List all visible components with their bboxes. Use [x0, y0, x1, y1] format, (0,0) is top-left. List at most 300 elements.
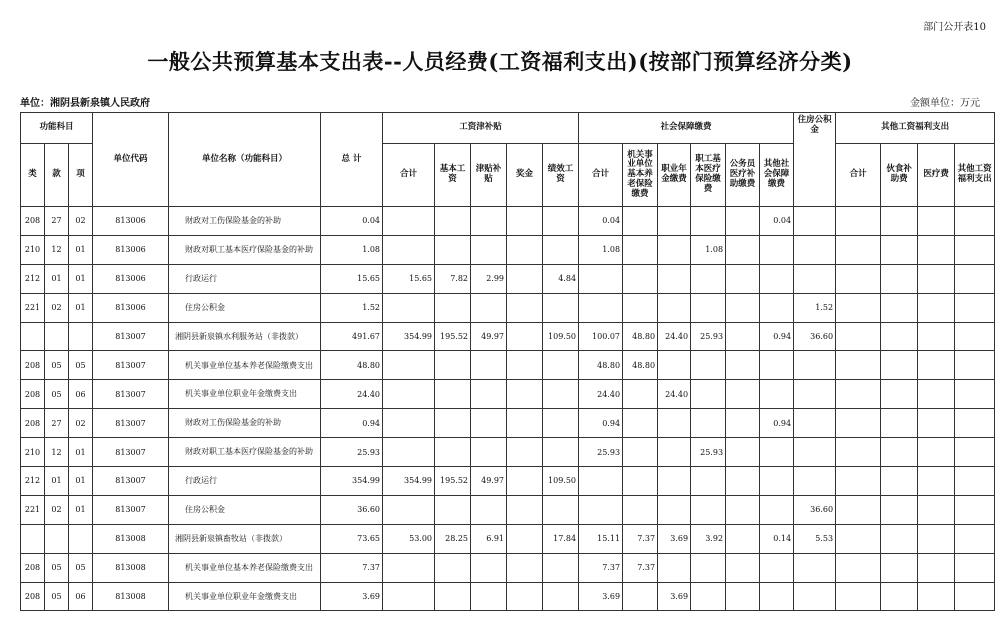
cell-salary-bonus: [507, 438, 543, 467]
cell-salary-base: [435, 207, 471, 236]
cell-unit-code: 813007: [93, 380, 169, 409]
cell-salary-total: [383, 409, 435, 438]
cell-xiang: 02: [69, 207, 93, 236]
cell-other-medical: [918, 293, 955, 322]
cell-social-other: [760, 235, 794, 264]
cell-other-medical: [918, 351, 955, 380]
cell-salary-performance: [543, 582, 579, 611]
cell-social-annuity: [658, 467, 691, 496]
table-row: [21, 235, 995, 264]
cell-xiang: 01: [69, 235, 93, 264]
cell-salary-allowance: 49.97: [471, 322, 507, 351]
cell-other-total: [836, 235, 881, 264]
cell-other-welfare: [955, 467, 995, 496]
cell-social-pension: 7.37: [623, 553, 658, 582]
cell-social-medical: [691, 409, 726, 438]
cell-social-pension: [623, 438, 658, 467]
cell-social-annuity: 3.69: [658, 582, 691, 611]
cell-social-other: [760, 351, 794, 380]
cell-salary-base: [435, 293, 471, 322]
cell-housing: [794, 380, 836, 409]
cell-social-other: 0.14: [760, 524, 794, 553]
budget-table: [20, 112, 995, 611]
cell-social-total: 3.69: [579, 582, 623, 611]
money-unit-label: 金额单位：万元: [910, 98, 980, 109]
cell-other-medical: [918, 582, 955, 611]
cell-housing: 5.53: [794, 524, 836, 553]
cell-lei: 210: [21, 235, 45, 264]
cell-social-pension: [623, 207, 658, 236]
cell-xiang: 06: [69, 582, 93, 611]
cell-kuan: 27: [45, 207, 69, 236]
cell-social-pension: [623, 467, 658, 496]
cell-salary-allowance: [471, 351, 507, 380]
cell-unit-code: 813006: [93, 264, 169, 293]
cell-salary-bonus: [507, 467, 543, 496]
cell-unit-name: [169, 235, 321, 264]
cell-total: 354.99: [321, 467, 383, 496]
cell-housing: 36.60: [794, 495, 836, 524]
header-lei: 类: [21, 144, 45, 207]
unit-name-text: 机关事业单位基本养老保险缴费支出: [185, 562, 314, 572]
cell-other-meal: [881, 582, 918, 611]
cell-salary-base: [435, 582, 471, 611]
cell-other-welfare: [955, 553, 995, 582]
cell-housing: 36.60: [794, 322, 836, 351]
cell-social-civil: [726, 293, 760, 322]
cell-salary-performance: 109.50: [543, 467, 579, 496]
cell-salary-allowance: 49.97: [471, 467, 507, 496]
cell-social-pension: [623, 264, 658, 293]
cell-other-total: [836, 495, 881, 524]
cell-social-other: 0.94: [760, 322, 794, 351]
cell-social-medical: [691, 582, 726, 611]
cell-xiang: 02: [69, 409, 93, 438]
cell-social-pension: [623, 380, 658, 409]
cell-total: 25.93: [321, 438, 383, 467]
cell-total: 0.04: [321, 207, 383, 236]
cell-social-total: [579, 293, 623, 322]
cell-salary-base: [435, 438, 471, 467]
header-other-medical: 医疗费: [918, 144, 955, 207]
cell-total: 0.94: [321, 409, 383, 438]
cell-social-total: 48.80: [579, 351, 623, 380]
table-row: [21, 380, 995, 409]
cell-other-welfare: [955, 264, 995, 293]
cell-lei: 208: [21, 409, 45, 438]
cell-salary-total: [383, 351, 435, 380]
header-social-medical: 职工基本医疗保险缴费: [691, 144, 726, 207]
header-salary-performance: 绩效工资: [543, 144, 579, 207]
cell-salary-total: [383, 380, 435, 409]
cell-social-annuity: [658, 351, 691, 380]
header-salary-allowance: 津贴补贴: [471, 144, 507, 207]
cell-housing: [794, 467, 836, 496]
cell-housing: [794, 351, 836, 380]
cell-unit-code: 813007: [93, 409, 169, 438]
cell-salary-allowance: [471, 409, 507, 438]
header-other-meal: 伙食补助费: [881, 144, 918, 207]
cell-other-welfare: [955, 322, 995, 351]
cell-unit-name: [169, 207, 321, 236]
cell-lei: 212: [21, 264, 45, 293]
cell-salary-bonus: [507, 409, 543, 438]
cell-salary-allowance: [471, 380, 507, 409]
cell-social-civil: [726, 322, 760, 351]
cell-other-welfare: [955, 438, 995, 467]
cell-other-total: [836, 322, 881, 351]
cell-housing: [794, 235, 836, 264]
cell-social-medical: 25.93: [691, 438, 726, 467]
cell-housing: [794, 553, 836, 582]
cell-social-civil: [726, 409, 760, 438]
cell-total: 24.40: [321, 380, 383, 409]
cell-other-welfare: [955, 524, 995, 553]
cell-social-medical: [691, 207, 726, 236]
cell-social-civil: [726, 467, 760, 496]
cell-total: 7.37: [321, 553, 383, 582]
cell-other-welfare: [955, 380, 995, 409]
cell-salary-performance: [543, 207, 579, 236]
cell-social-other: [760, 264, 794, 293]
table-row: [21, 207, 995, 236]
cell-salary-base: [435, 235, 471, 264]
cell-xiang: [69, 524, 93, 553]
unit-name-text: 财政对职工基本医疗保险基金的补助: [185, 447, 314, 457]
header-housing: 住房公积金: [794, 113, 836, 207]
cell-social-other: [760, 553, 794, 582]
header-total: 总 计: [321, 113, 383, 207]
cell-salary-bonus: [507, 524, 543, 553]
cell-other-meal: [881, 235, 918, 264]
cell-other-medical: [918, 264, 955, 293]
cell-lei: 208: [21, 380, 45, 409]
cell-other-medical: [918, 524, 955, 553]
cell-salary-bonus: [507, 235, 543, 264]
cell-social-pension: 7.37: [623, 524, 658, 553]
cell-total: 3.69: [321, 582, 383, 611]
cell-other-medical: [918, 235, 955, 264]
cell-social-total: 100.07: [579, 322, 623, 351]
cell-kuan: 01: [45, 264, 69, 293]
table-row: [21, 524, 995, 553]
cell-salary-allowance: [471, 235, 507, 264]
header-social-pension: 机关事业单位基本养老保险缴费: [623, 144, 658, 207]
cell-unit-code: 813007: [93, 322, 169, 351]
cell-lei: 210: [21, 438, 45, 467]
cell-salary-allowance: [471, 438, 507, 467]
cell-unit-name: [169, 351, 321, 380]
header-other-group: 其他工资福利支出: [836, 113, 995, 144]
cell-salary-total: 53.00: [383, 524, 435, 553]
cell-other-meal: [881, 264, 918, 293]
cell-other-meal: [881, 293, 918, 322]
cell-salary-total: [383, 438, 435, 467]
cell-social-civil: [726, 235, 760, 264]
cell-social-pension: [623, 582, 658, 611]
cell-social-medical: [691, 264, 726, 293]
table-row: [21, 495, 995, 524]
cell-other-meal: [881, 467, 918, 496]
cell-salary-base: [435, 351, 471, 380]
cell-salary-total: 354.99: [383, 322, 435, 351]
cell-salary-base: [435, 495, 471, 524]
cell-social-other: [760, 582, 794, 611]
unit-label: 单位：湘阴县新泉镇人民政府: [20, 98, 150, 109]
cell-other-welfare: [955, 207, 995, 236]
cell-other-meal: [881, 553, 918, 582]
cell-kuan: 12: [45, 235, 69, 264]
cell-salary-performance: [543, 495, 579, 524]
cell-xiang: 01: [69, 264, 93, 293]
cell-salary-base: [435, 380, 471, 409]
unit-name-text: 机关事业单位职业年金缴费支出: [185, 591, 298, 601]
table-row: [21, 293, 995, 322]
header-func-group: 功能科目: [21, 113, 93, 144]
cell-social-pension: [623, 495, 658, 524]
table-row: [21, 438, 995, 467]
table-number-label: 部门公开表10: [923, 22, 986, 33]
cell-other-total: [836, 293, 881, 322]
cell-salary-total: [383, 582, 435, 611]
cell-other-total: [836, 351, 881, 380]
cell-salary-performance: 4.84: [543, 264, 579, 293]
cell-other-total: [836, 524, 881, 553]
cell-social-annuity: [658, 409, 691, 438]
cell-salary-total: [383, 495, 435, 524]
cell-unit-code: 813007: [93, 495, 169, 524]
cell-kuan: 05: [45, 380, 69, 409]
cell-other-welfare: [955, 409, 995, 438]
unit-name-text: 湘阴县新泉镇水利服务站（非拨款）: [175, 331, 304, 341]
cell-social-total: 24.40: [579, 380, 623, 409]
cell-salary-performance: [543, 380, 579, 409]
cell-social-other: 0.04: [760, 207, 794, 236]
cell-xiang: 06: [69, 380, 93, 409]
cell-lei: [21, 322, 45, 351]
cell-social-civil: [726, 264, 760, 293]
unit-name-text: 财政对职工基本医疗保险基金的补助: [185, 245, 314, 255]
cell-salary-allowance: 6.91: [471, 524, 507, 553]
cell-salary-performance: [543, 438, 579, 467]
table-row: [21, 351, 995, 380]
cell-other-welfare: [955, 293, 995, 322]
cell-social-total: [579, 495, 623, 524]
cell-social-other: [760, 438, 794, 467]
cell-total: 1.08: [321, 235, 383, 264]
cell-social-medical: 1.08: [691, 235, 726, 264]
cell-unit-code: 813008: [93, 582, 169, 611]
cell-social-total: 15.11: [579, 524, 623, 553]
cell-unit-name: [169, 380, 321, 409]
cell-salary-total: 354.99: [383, 467, 435, 496]
cell-other-meal: [881, 351, 918, 380]
cell-social-other: [760, 380, 794, 409]
cell-other-meal: [881, 495, 918, 524]
unit-name-text: 财政对工伤保险基金的补助: [185, 418, 282, 428]
cell-housing: 1.52: [794, 293, 836, 322]
cell-salary-base: 195.52: [435, 467, 471, 496]
cell-unit-code: 813006: [93, 293, 169, 322]
cell-lei: 221: [21, 293, 45, 322]
unit-name-text: 住房公积金: [185, 302, 226, 312]
cell-other-total: [836, 409, 881, 438]
cell-salary-bonus: [507, 553, 543, 582]
header-social-civil: 公务员医疗补助缴费: [726, 144, 760, 207]
cell-social-annuity: 24.40: [658, 380, 691, 409]
cell-other-total: [836, 438, 881, 467]
cell-other-medical: [918, 409, 955, 438]
cell-social-annuity: [658, 553, 691, 582]
cell-social-other: [760, 495, 794, 524]
cell-social-total: 0.94: [579, 409, 623, 438]
cell-other-meal: [881, 322, 918, 351]
cell-kuan: 02: [45, 495, 69, 524]
cell-unit-name: [169, 409, 321, 438]
cell-lei: [21, 524, 45, 553]
cell-social-pension: [623, 293, 658, 322]
cell-social-annuity: [658, 207, 691, 236]
cell-social-medical: [691, 553, 726, 582]
cell-salary-bonus: [507, 351, 543, 380]
unit-name-text: 机关事业单位基本养老保险缴费支出: [185, 360, 314, 370]
unit-name-text: 行政运行: [185, 476, 218, 486]
cell-other-welfare: [955, 235, 995, 264]
cell-salary-total: [383, 235, 435, 264]
cell-social-pension: [623, 409, 658, 438]
cell-salary-bonus: [507, 380, 543, 409]
header-salary-group: 工资津补贴: [383, 113, 579, 144]
cell-unit-code: 813006: [93, 207, 169, 236]
cell-salary-bonus: [507, 582, 543, 611]
table-row: [21, 582, 995, 611]
cell-social-total: [579, 264, 623, 293]
cell-salary-allowance: [471, 495, 507, 524]
cell-xiang: 01: [69, 438, 93, 467]
cell-salary-allowance: [471, 293, 507, 322]
page-title: 一般公共预算基本支出表--人员经费(工资福利支出)(按部门预算经济分类): [147, 49, 853, 74]
cell-total: 491.67: [321, 322, 383, 351]
table-row: [21, 553, 995, 582]
cell-unit-code: 813007: [93, 467, 169, 496]
cell-social-other: 0.94: [760, 409, 794, 438]
cell-social-civil: [726, 351, 760, 380]
table-row: [21, 409, 995, 438]
cell-social-pension: 48.80: [623, 322, 658, 351]
header-kuan: 款: [45, 144, 69, 207]
cell-lei: 208: [21, 582, 45, 611]
cell-salary-performance: [543, 553, 579, 582]
header-other-welfare: 其他工资福利支出: [955, 144, 995, 207]
cell-salary-performance: [543, 409, 579, 438]
cell-unit-name: [169, 553, 321, 582]
cell-other-meal: [881, 409, 918, 438]
cell-salary-total: [383, 207, 435, 236]
unit-name-text: 住房公积金: [185, 505, 226, 515]
cell-social-total: [579, 467, 623, 496]
table-row: [21, 322, 995, 351]
table-row: [21, 467, 995, 496]
cell-kuan: 12: [45, 438, 69, 467]
header-unit-name: 单位名称（功能科目）: [169, 113, 321, 207]
cell-social-medical: [691, 467, 726, 496]
cell-unit-name: [169, 582, 321, 611]
cell-kuan: 01: [45, 467, 69, 496]
unit-name-text: 机关事业单位职业年金缴费支出: [185, 389, 298, 399]
cell-other-medical: [918, 467, 955, 496]
cell-housing: [794, 409, 836, 438]
cell-salary-base: [435, 409, 471, 438]
cell-xiang: 05: [69, 351, 93, 380]
cell-salary-performance: [543, 293, 579, 322]
cell-lei: 208: [21, 553, 45, 582]
table-body: [21, 207, 995, 611]
cell-kuan: 05: [45, 553, 69, 582]
cell-total: 15.65: [321, 264, 383, 293]
cell-other-total: [836, 264, 881, 293]
cell-total: 73.65: [321, 524, 383, 553]
cell-xiang: 01: [69, 467, 93, 496]
cell-xiang: [69, 322, 93, 351]
cell-other-welfare: [955, 495, 995, 524]
cell-social-other: [760, 467, 794, 496]
cell-salary-allowance: [471, 582, 507, 611]
cell-salary-bonus: [507, 264, 543, 293]
cell-xiang: 05: [69, 553, 93, 582]
cell-housing: [794, 438, 836, 467]
cell-salary-total: 15.65: [383, 264, 435, 293]
cell-other-total: [836, 553, 881, 582]
cell-kuan: 05: [45, 582, 69, 611]
header-xiang: 项: [69, 144, 93, 207]
cell-other-medical: [918, 438, 955, 467]
cell-social-civil: [726, 380, 760, 409]
cell-social-total: 25.93: [579, 438, 623, 467]
cell-kuan: [45, 322, 69, 351]
cell-other-welfare: [955, 582, 995, 611]
cell-lei: 212: [21, 467, 45, 496]
cell-salary-bonus: [507, 293, 543, 322]
cell-unit-code: 813008: [93, 553, 169, 582]
cell-unit-name: [169, 495, 321, 524]
cell-other-meal: [881, 524, 918, 553]
cell-unit-name: [169, 524, 321, 553]
cell-other-total: [836, 207, 881, 236]
cell-social-civil: [726, 207, 760, 236]
unit-name-text: 行政运行: [185, 273, 218, 283]
cell-total: 36.60: [321, 495, 383, 524]
cell-salary-base: 7.82: [435, 264, 471, 293]
cell-social-medical: [691, 495, 726, 524]
cell-kuan: 05: [45, 351, 69, 380]
cell-total: 48.80: [321, 351, 383, 380]
cell-social-annuity: [658, 235, 691, 264]
cell-social-medical: [691, 293, 726, 322]
cell-unit-code: 813007: [93, 438, 169, 467]
cell-salary-allowance: 2.99: [471, 264, 507, 293]
cell-social-annuity: [658, 438, 691, 467]
unit-name-text: 湘阴县新泉镇畜牧站（非拨款）: [175, 533, 288, 543]
cell-other-total: [836, 582, 881, 611]
cell-other-meal: [881, 207, 918, 236]
cell-salary-performance: 17.84: [543, 524, 579, 553]
header-salary-base: 基本工资: [435, 144, 471, 207]
cell-xiang: 01: [69, 293, 93, 322]
header-social-other: 其他社会保障缴费: [760, 144, 794, 207]
cell-housing: [794, 582, 836, 611]
cell-salary-bonus: [507, 495, 543, 524]
cell-social-medical: [691, 380, 726, 409]
